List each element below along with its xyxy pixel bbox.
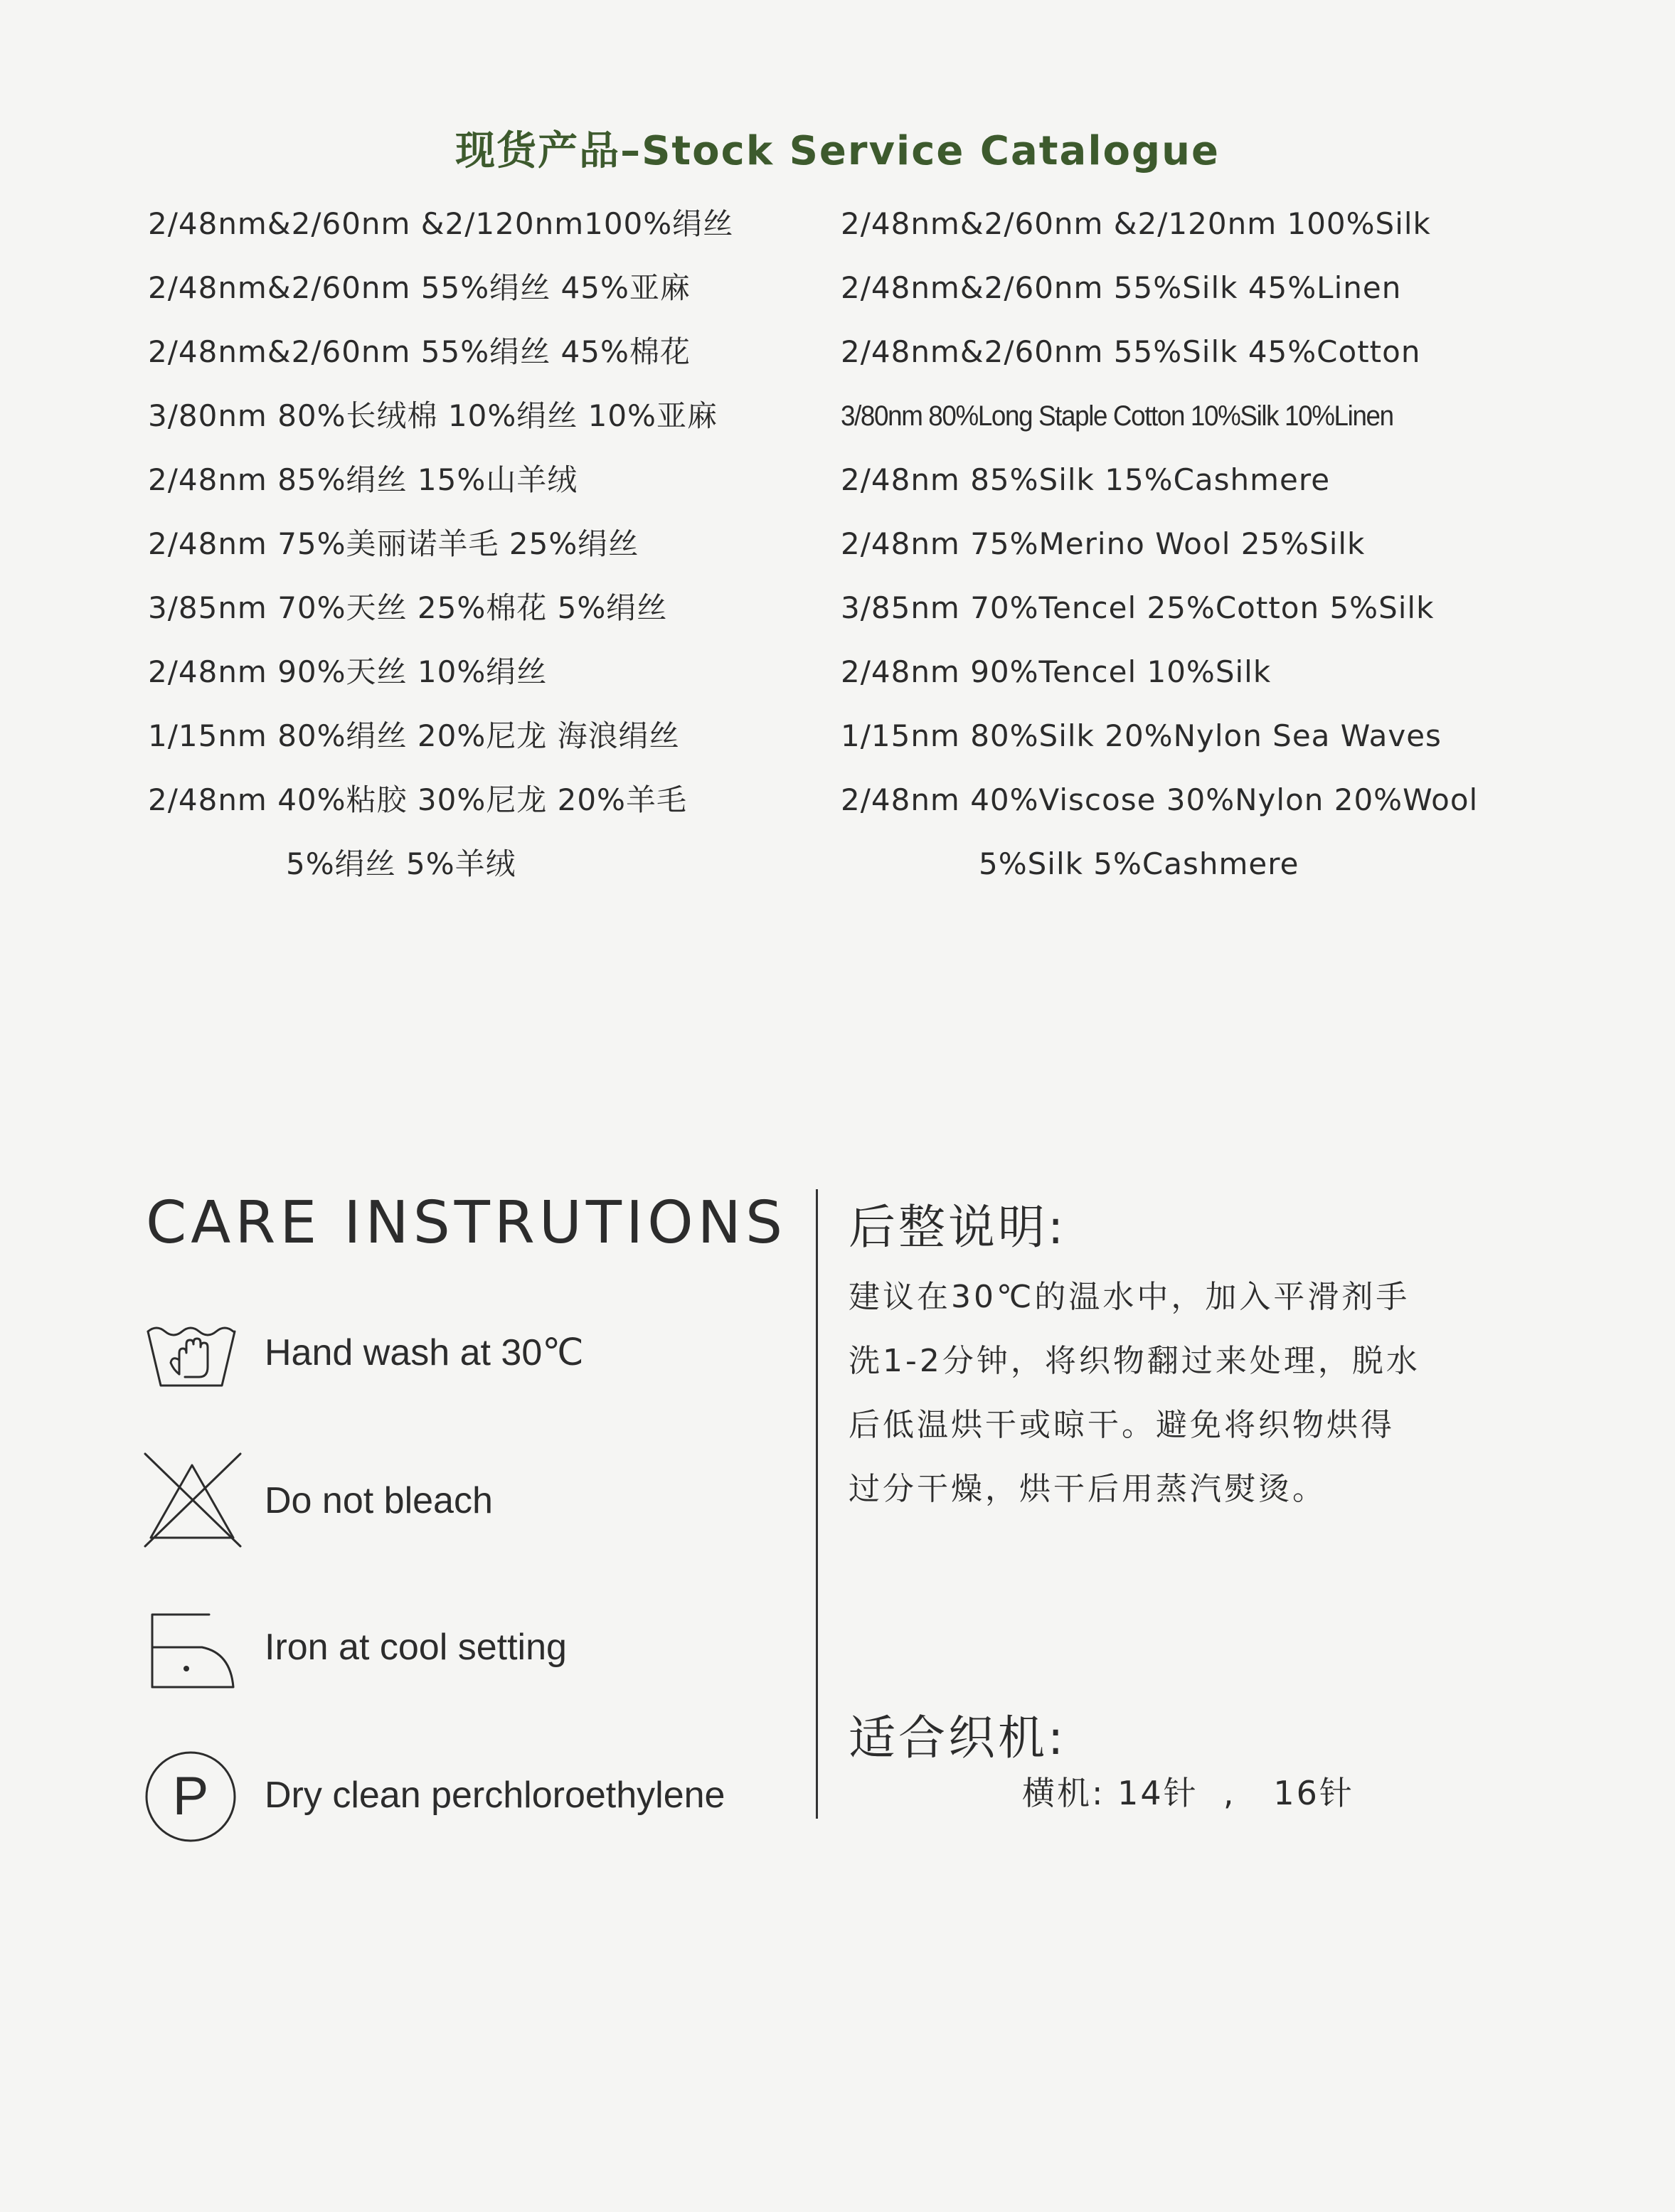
no-bleach-icon	[142, 1451, 242, 1551]
catalogue-item: 2/48nm&2/60nm 55%Silk 45%Cotton	[841, 334, 1421, 369]
finishing-line: 洗1-2分钟，将织物翻过来处理，脱水	[849, 1343, 1420, 1379]
catalogue-item: 3/80nm 80%长绒棉 10%绢丝 10%亚麻	[148, 398, 718, 433]
finishing-line: 后低温烘干或晾干。避免将织物烘得	[849, 1407, 1395, 1443]
catalogue-item: 2/48nm 40%Viscose 30%Nylon 20%Wool	[841, 782, 1479, 817]
catalogue-item: 3/80nm 80%Long Staple Cotton 10%Silk 10%Linen	[841, 400, 1393, 432]
catalogue-item: 2/48nm&2/60nm 55%绢丝 45%亚麻	[148, 270, 691, 305]
machines-info: 横机: 14针 , 16针	[1022, 1774, 1354, 1812]
catalogue-item-continuation: 5%Silk 5%Cashmere	[979, 846, 1299, 881]
page-title: 现货产品–Stock Service Catalogue	[455, 128, 1220, 174]
machines-heading: 适合织机:	[849, 1711, 1067, 1765]
catalogue-item: 2/48nm&2/60nm &2/120nm100%绢丝	[148, 206, 734, 241]
catalogue-item: 2/48nm 90%天丝 10%绢丝	[148, 654, 548, 689]
catalogue-item: 2/48nm 85%绢丝 15%山羊绒	[148, 462, 578, 497]
catalogue-item: 2/48nm 90%Tencel 10%Silk	[841, 654, 1272, 689]
care-label: Iron at cool setting	[265, 1627, 567, 1668]
care-label: Dry clean perchloroethylene	[265, 1775, 725, 1816]
catalogue-item: 2/48nm 85%Silk 15%Cashmere	[841, 462, 1331, 497]
care-item-hand-wash	[142, 1303, 804, 1403]
catalogue-item: 1/15nm 80%绢丝 20%尼龙 海浪绢丝	[148, 718, 680, 753]
care-instructions-heading: CARE INSTRUTIONS	[146, 1189, 787, 1257]
catalogue-item: 2/48nm 40%粘胶 30%尼龙 20%羊毛	[148, 782, 687, 817]
care-item-iron	[142, 1597, 804, 1697]
catalogue-item-continuation: 5%绢丝 5%羊绒	[286, 846, 516, 881]
catalogue-item: 3/85nm 70%Tencel 25%Cotton 5%Silk	[841, 590, 1435, 625]
dry-clean-symbol: P	[172, 1766, 209, 1827]
finishing-heading: 后整说明:	[849, 1200, 1067, 1255]
dry-clean-p-icon	[142, 1745, 242, 1845]
finishing-line: 建议在30℃的温水中，加入平滑剂手	[849, 1279, 1410, 1315]
catalogue-item: 2/48nm&2/60nm 55%Silk 45%Linen	[841, 270, 1402, 305]
care-item-dry-clean	[142, 1745, 804, 1845]
catalogue-item: 3/85nm 70%天丝 25%棉花 5%绢丝	[148, 590, 668, 625]
catalogue-item: 2/48nm&2/60nm 55%绢丝 45%棉花	[148, 334, 691, 369]
catalogue-item: 1/15nm 80%Silk 20%Nylon Sea Waves	[841, 718, 1442, 753]
section-divider	[816, 1189, 818, 1819]
catalogue-list-chinese	[148, 203, 824, 907]
care-item-no-bleach	[142, 1451, 804, 1551]
care-label: Hand wash at 30℃	[265, 1332, 584, 1373]
catalogue-item: 2/48nm 75%美丽诺羊毛 25%绢丝	[148, 526, 639, 561]
finishing-line: 过分干燥，烘干后用蒸汽熨烫。	[849, 1471, 1326, 1507]
finishing-instructions	[849, 1272, 1420, 1528]
hand-wash-icon	[142, 1303, 242, 1403]
catalogue-item: 2/48nm 75%Merino Wool 25%Silk	[841, 526, 1366, 561]
catalogue-list-english	[841, 203, 1652, 907]
iron-low-icon	[142, 1597, 242, 1697]
catalogue-item: 2/48nm&2/60nm &2/120nm 100%Silk	[841, 206, 1431, 241]
care-label: Do not bleach	[265, 1480, 493, 1521]
